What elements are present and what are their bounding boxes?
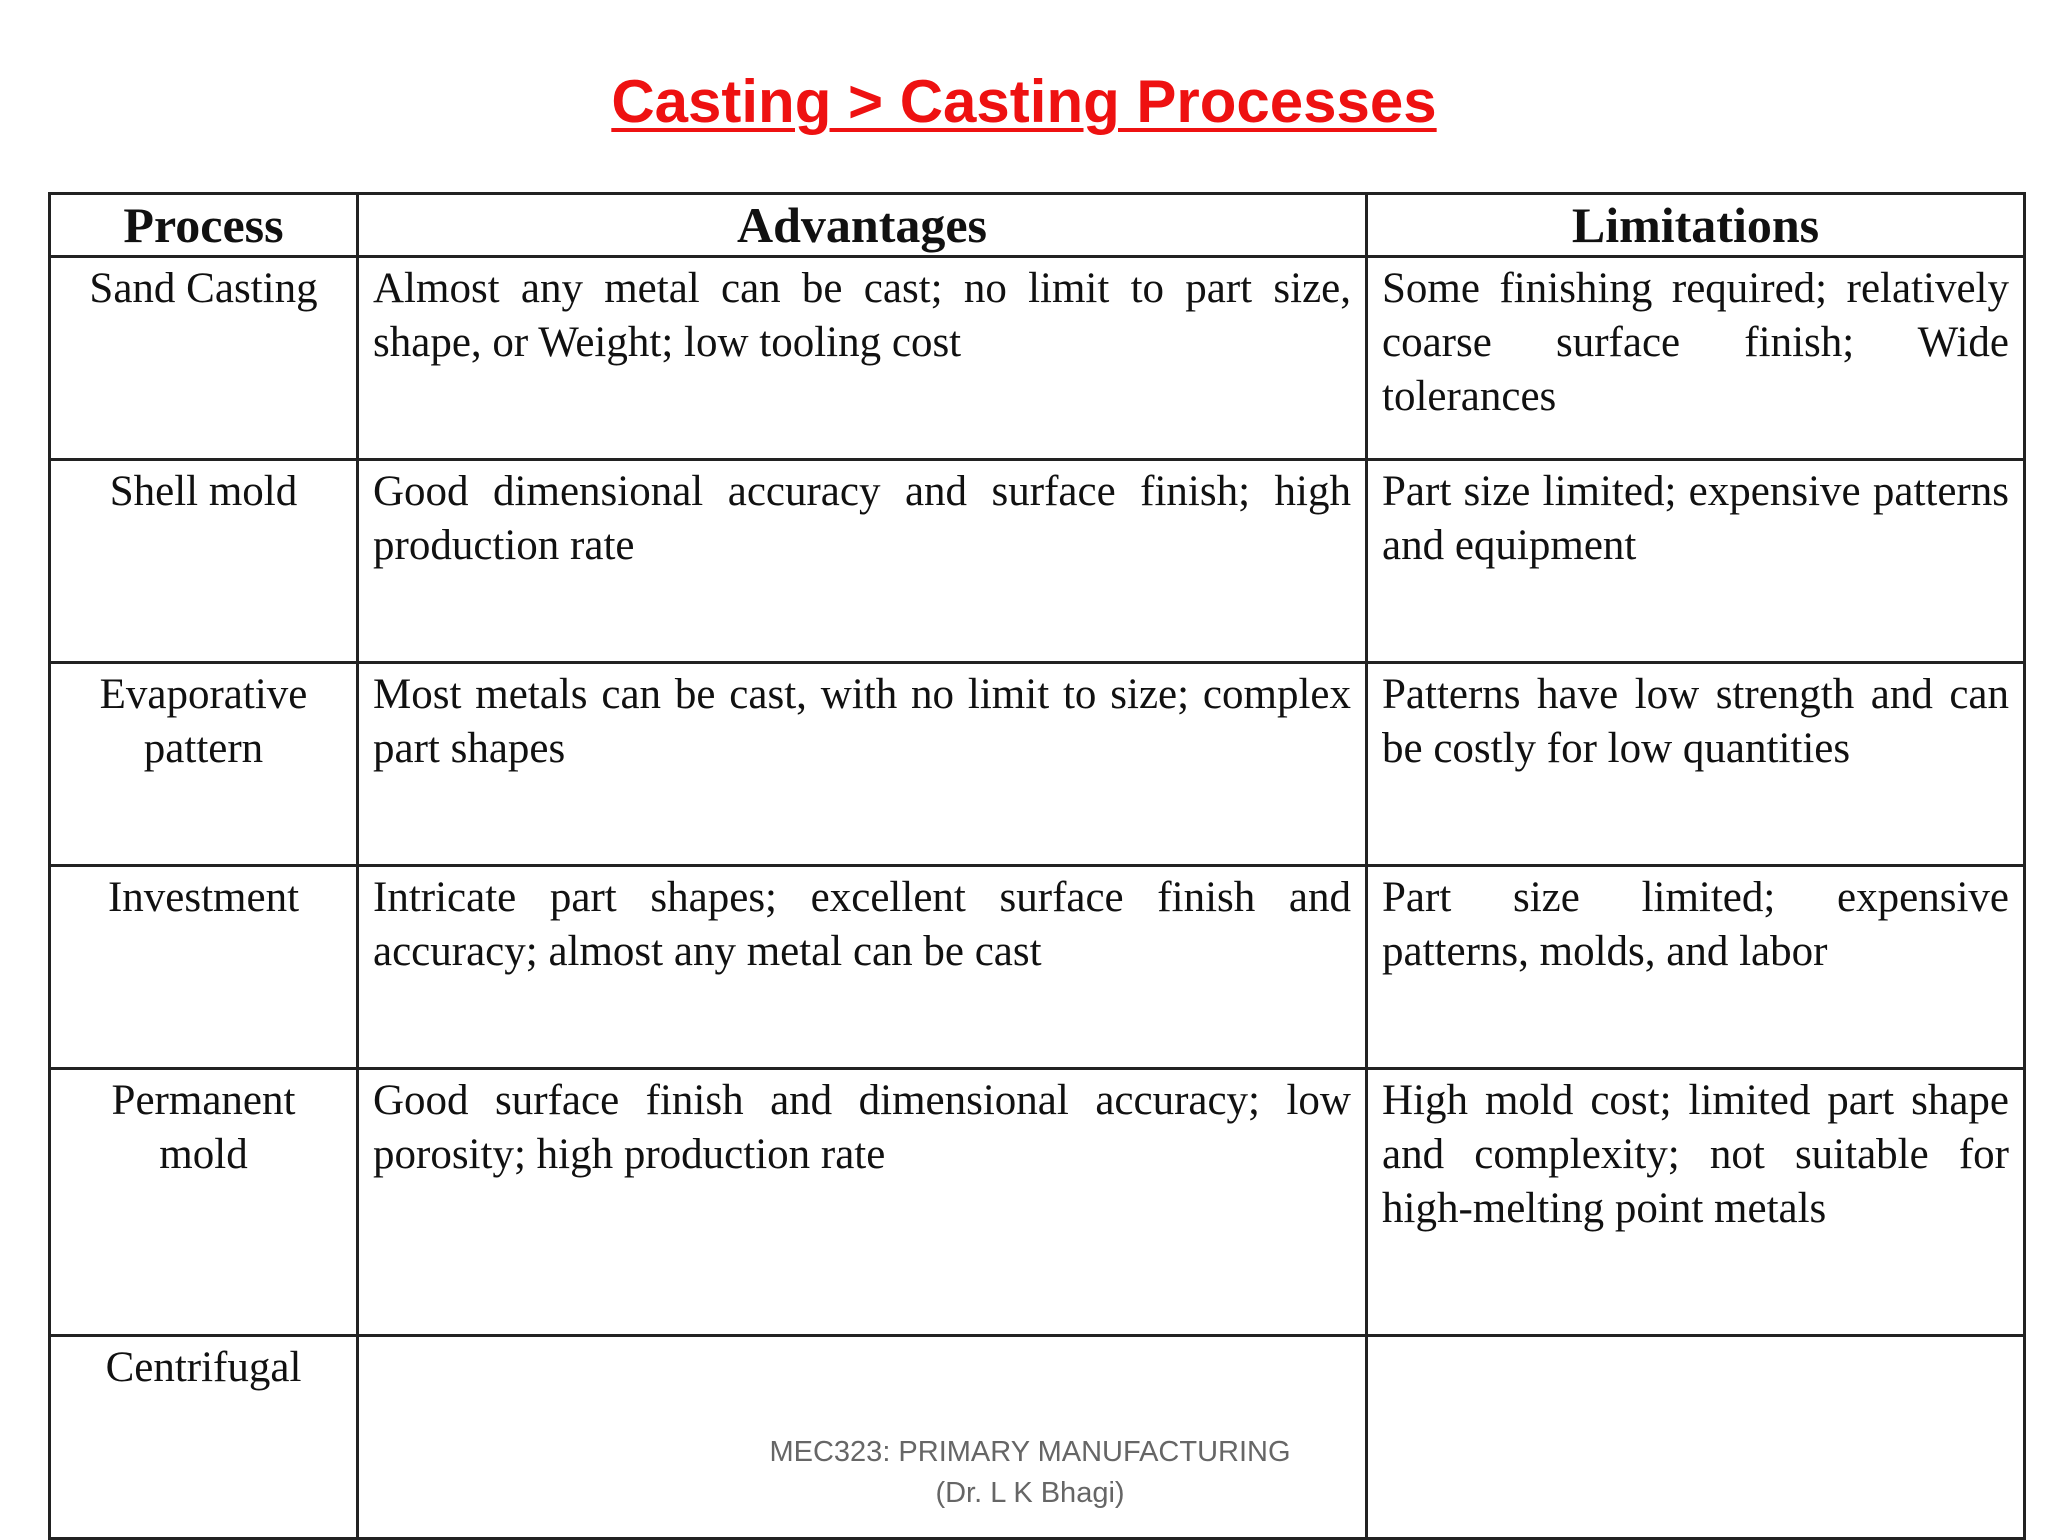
table-row [50,460,2025,663]
footer-course: MEC323: PRIMARY MANUFACTURING [769,1436,1291,1468]
cell-process: Shell mold [50,460,358,663]
slide-footer [700,1432,1360,1514]
cell-advantages: Good dimensional accuracy and surface finish; high production rate [358,460,1367,663]
cell-limitations: Some finishing required; relatively coarse surface finish; Wide tolerances [1367,257,2025,460]
table-header-row [50,194,2025,257]
cell-limitations: High mold cost; limited part shape and complexity; not suitable for high-melting point metals [1367,1069,2025,1336]
cell-process: Permanent mold [50,1069,358,1336]
cell-advantages: Intricate part shapes; excellent surface finish and accuracy; almost any metal can be cast [358,866,1367,1069]
cell-limitations: Part size limited; expensive patterns and equipment [1367,460,2025,663]
header-advantages: Advantages [358,194,1367,257]
footer-author: (Dr. L K Bhagi) [935,1477,1125,1509]
cell-limitations: Part size limited; expensive patterns, molds, and labor [1367,866,2025,1069]
cell-process: Investment [50,866,358,1069]
cell-advantages: Good surface finish and dimensional accuracy; low porosity; high production rate [358,1069,1367,1336]
cell-process: Centrifugal [50,1336,358,1539]
slide-title-text: Casting > Casting Processes [611,68,1437,135]
cell-advantages: Most metals can be cast, with no limit to size; complex part shapes [358,663,1367,866]
table-row [50,1069,2025,1336]
slide-title [0,62,2048,142]
cell-limitations: Patterns have low strength and can be costly for low quantities [1367,663,2025,866]
cell-advantages: Almost any metal can be cast; no limit to part size, shape, or Weight; low tooling cost [358,257,1367,460]
cell-process: Sand Casting [50,257,358,460]
header-limitations: Limitations [1367,194,2025,257]
table-row [50,663,2025,866]
table-row [50,257,2025,460]
cell-process: Evaporative pattern [50,663,358,866]
cell-limitations [1367,1336,2025,1539]
header-process: Process [50,194,358,257]
process-comparison-table [48,192,2026,1540]
table-row [50,866,2025,1069]
